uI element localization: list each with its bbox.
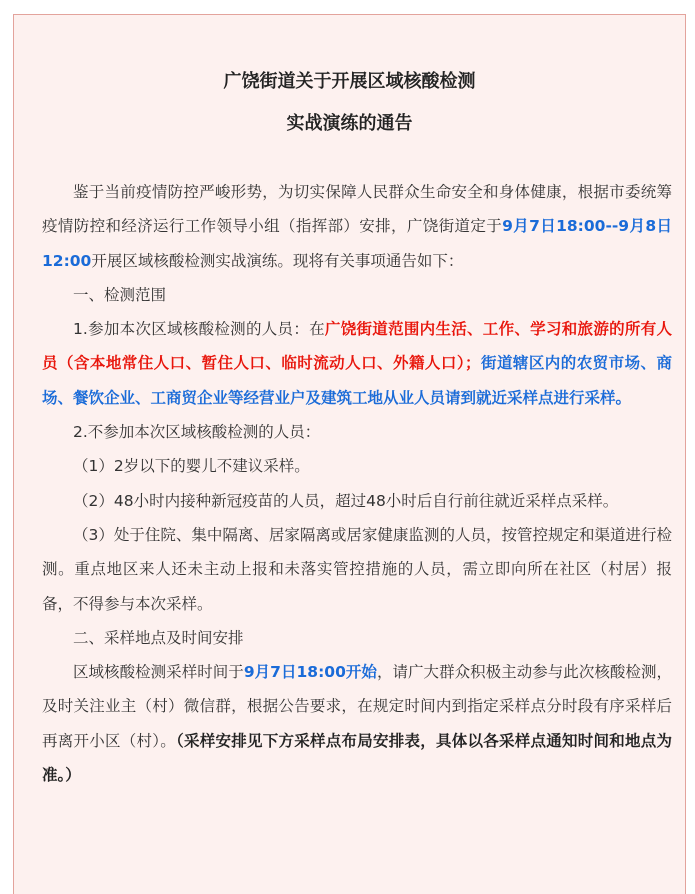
notice-title-line1: 广饶街道关于开展区域核酸检测 — [223, 71, 476, 92]
exempt-item-3: （3）处于住院、集中隔离、居家隔离或居家健康监测的人员，按管控规定和渠道进行检测。重点地区来人还未主动上报和未落实管控措施的人员，需立即向所在社区（村居）报备，不得参与本次采样。 — [42, 525, 672, 613]
section-heading-scope: 一、检测范围 — [73, 285, 167, 304]
section-heading-schedule: 二、采样地点及时间安排 — [73, 628, 244, 647]
exempt-item-1: （1）2岁以下的婴儿不建议采样。 — [73, 457, 310, 476]
participants-paragraph — [42, 312, 672, 415]
intro-text: 鉴于当前疫情防控严峻形势，为切实保障人民群众生命安全和身体健康，根据市委统筹疫情防控和经济运行工作领导小组（指挥部）安排，广饶街道定于 — [42, 183, 672, 236]
exempt-item-2: （2）48小时内接种新冠疫苗的人员，超过48小时后自行前往就近采样点采样。 — [73, 491, 619, 510]
exempt-heading: 2.不参加本次区域核酸检测的人员： — [73, 423, 321, 442]
schedule-lead: 区域核酸检测采样时间于 — [73, 663, 244, 682]
intro-text-end: 开展区域核酸检测实战演练。现将有关事项通告如下： — [91, 251, 464, 270]
notice-title-line2: 实战演练的通告 — [286, 113, 413, 134]
notice-body — [42, 175, 672, 792]
schedule-text: ，请广大群众积极主动参与此次核酸检测，及时关注业主（村）微信群，根据公告要求，在规定时间内到指定采样点分时段有序采样后再离开小区（村）。 — [42, 663, 672, 750]
schedule-note: （采样安排见下方采样点布局安排表，具体以各采样点通知时间和地点为准。） — [42, 731, 672, 785]
intro-paragraph — [42, 175, 672, 278]
drill-period: 9月7日18:00--9月8日12:00 — [42, 217, 672, 270]
businesses-highlight: 街道辖区内的农贸市场、商场、餐饮企业、工商贸企业等经营业户及建筑工地从业人员请到就近采样点进行采样。 — [42, 354, 672, 407]
participants-lead: 1.参加本次区域核酸检测的人员：在 — [73, 320, 325, 339]
schedule-paragraph — [42, 655, 672, 792]
notice-card — [13, 14, 686, 894]
start-time: 9月7日18:00开始 — [243, 663, 377, 682]
participants-highlight: 广饶街道范围内生活、工作、学习和旅游的所有人员（含本地常住人口、暂住人口、临时流动人口、外籍人口）； — [42, 320, 672, 373]
